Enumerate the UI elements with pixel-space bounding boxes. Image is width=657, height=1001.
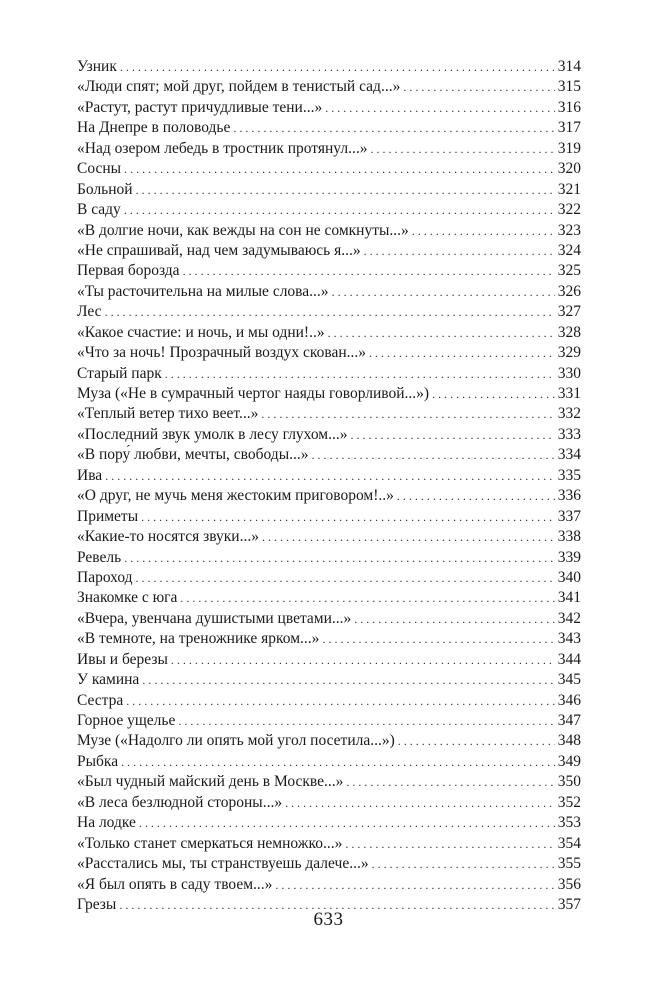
toc-entry-title: «Люди спят; мой друг, пойдем в тенистый сад...» [77, 78, 401, 96]
toc-entry [77, 343, 581, 363]
toc-entry [77, 793, 581, 813]
toc-entry [77, 241, 581, 261]
toc-dot-leader [432, 384, 555, 404]
toc-dot-leader [142, 670, 554, 690]
toc-dot-leader [105, 466, 555, 486]
toc-entry-page: 324 [557, 241, 581, 259]
toc-entry-page: 333 [557, 425, 581, 443]
toc-entry-page: 337 [557, 507, 581, 525]
toc-entry [77, 98, 581, 118]
toc-entry-page: 340 [557, 568, 581, 586]
toc-dot-leader [171, 650, 555, 670]
toc-dot-leader [322, 629, 554, 649]
toc-entry [77, 425, 581, 445]
toc-dot-leader [183, 261, 555, 281]
toc-dot-leader [345, 834, 554, 854]
toc-entry [77, 813, 581, 833]
toc-entry-page: 344 [557, 650, 581, 668]
toc-entry [77, 568, 581, 588]
toc-entry-title: «Последний звук умолк в лесу глухом...» [77, 425, 348, 443]
toc-dot-leader [233, 118, 554, 138]
toc-entry [77, 527, 581, 547]
toc-entry-title: В саду [77, 201, 121, 219]
toc-entry [77, 180, 581, 200]
toc-dot-leader [346, 772, 554, 792]
toc-dot-leader [403, 77, 554, 97]
toc-entry [77, 772, 581, 792]
toc-dot-leader [262, 527, 555, 547]
toc-entry [77, 261, 581, 281]
toc-entry [77, 445, 581, 465]
toc-entry-title: Сосны [77, 160, 122, 178]
toc-entry-title: «В леса безлюдной стороны...» [77, 793, 283, 811]
toc-entry [77, 834, 581, 854]
toc-entry-title: У камина [77, 671, 140, 689]
toc-entry-title: Ива [77, 466, 103, 484]
toc-entry-page: 345 [557, 671, 581, 689]
toc-entry-title: «Какое счастие: и ночь, и мы одни!..» [77, 323, 325, 341]
toc-dot-leader [364, 241, 555, 261]
toc-dot-leader [369, 343, 555, 363]
toc-entry-page: 338 [557, 528, 581, 546]
toc-entry-page: 334 [557, 446, 581, 464]
toc-entry-page: 315 [557, 78, 581, 96]
toc-dot-leader [124, 200, 555, 220]
toc-entry-page: 335 [557, 466, 581, 484]
toc-entry [77, 282, 581, 302]
toc-entry-page: 355 [557, 855, 581, 873]
toc-entry [77, 711, 581, 731]
toc-entry-title: Ивы и березы [77, 650, 168, 668]
toc-entry [77, 77, 581, 97]
toc-entry-title: «О друг, не мучь меня жестоким приговором!..» [77, 487, 394, 505]
toc-entry [77, 731, 581, 751]
toc-entry-page: 357 [557, 895, 581, 913]
toc-entry-title: «Не спрашивай, над чем задумываюсь я...» [77, 241, 361, 259]
toc-entry-title: Пароход [77, 568, 133, 586]
toc-entry-title: «В долгие ночи, как вежды на сон не сомкнуты...» [77, 221, 409, 239]
table-of-contents [77, 57, 581, 915]
toc-entry [77, 752, 581, 772]
toc-dot-leader [398, 731, 555, 751]
toc-entry-title: «Растут, растут причудливые тени...» [77, 98, 323, 116]
toc-entry-page: 342 [557, 609, 581, 627]
toc-entry-page: 323 [557, 221, 581, 239]
toc-entry-title: Узник [77, 58, 117, 75]
toc-entry-page: 332 [557, 405, 581, 423]
toc-entry-page: 329 [557, 344, 581, 362]
toc-entry-page: 350 [557, 773, 581, 791]
toc-entry [77, 364, 581, 384]
toc-dot-leader [397, 486, 555, 506]
toc-dot-leader [124, 159, 555, 179]
toc-entry [77, 57, 581, 77]
toc-entry-page: 331 [557, 385, 581, 402]
toc-entry [77, 200, 581, 220]
toc-dot-leader [121, 752, 555, 772]
toc-entry-page: 349 [557, 752, 581, 770]
toc-entry-title: «Расстались мы, ты странствуешь далече...» [77, 855, 369, 873]
toc-entry-title: «Ты расточительна на милые слова...» [77, 282, 329, 300]
toc-dot-leader [372, 854, 555, 874]
toc-dot-leader [325, 98, 555, 118]
toc-entry-title: Муза («Не в сумрачный чертог наяды говорливой...») [77, 385, 430, 402]
toc-dot-leader [126, 691, 554, 711]
toc-entry-page: 356 [557, 875, 581, 893]
toc-dot-leader [370, 139, 554, 159]
toc-entry [77, 875, 581, 895]
page-number: 633 [313, 909, 344, 930]
toc-entry [77, 466, 581, 486]
toc-entry-page: 317 [557, 119, 581, 137]
toc-entry-title: «В темноте, на треножнике ярком...» [77, 630, 320, 648]
toc-entry [77, 650, 581, 670]
toc-entry [77, 323, 581, 343]
toc-entry-page: 336 [557, 487, 581, 505]
toc-entry [77, 139, 581, 159]
toc-entry-title: «Что за ночь! Прозрачный воздух скован...» [77, 344, 367, 362]
toc-dot-leader [124, 548, 555, 568]
toc-entry-page: 352 [557, 793, 581, 811]
toc-dot-leader [275, 875, 554, 895]
toc-dot-leader [312, 445, 555, 465]
toc-entry-page: 343 [557, 630, 581, 648]
toc-entry-title: Старый парк [77, 364, 162, 382]
toc-entry-title: «Я был опять в саду твоем...» [77, 875, 273, 893]
toc-dot-leader [328, 323, 555, 343]
toc-entry-title: «Вчера, увенчана душистыми цветами...» [77, 609, 352, 627]
toc-entry-title: Сестра [77, 691, 124, 709]
toc-entry [77, 302, 581, 322]
toc-entry [77, 670, 581, 690]
toc-entry-title: «Был чудный майский день в Москве...» [77, 773, 344, 791]
toc-entry-page: 346 [557, 691, 581, 709]
toc-entry [77, 486, 581, 506]
toc-entry-title: «Теплый ветер тихо веет...» [77, 405, 259, 423]
toc-entry [77, 221, 581, 241]
toc-entry-page: 341 [557, 589, 581, 607]
toc-entry-title: Лес [77, 303, 102, 321]
toc-dot-leader [141, 507, 555, 527]
toc-dot-leader [285, 793, 555, 813]
toc-entry-page: 325 [557, 262, 581, 280]
toc-entry [77, 691, 581, 711]
toc-dot-leader [139, 813, 555, 833]
toc-dot-leader [261, 404, 554, 424]
toc-entry [77, 404, 581, 424]
toc-entry-title: Грезы [77, 895, 117, 913]
toc-entry-title: «В пору́ любви, мечты, свободы...» [77, 446, 309, 464]
toc-entry-title: Ревель [77, 548, 122, 566]
toc-dot-leader [136, 568, 555, 588]
toc-entry-page: 321 [557, 180, 581, 198]
toc-dot-leader [350, 425, 554, 445]
toc-entry [77, 548, 581, 568]
toc-entry [77, 854, 581, 874]
toc-entry [77, 507, 581, 527]
toc-entry-title: Приметы [77, 507, 139, 525]
toc-dot-leader [354, 609, 554, 629]
toc-entry-page: 319 [557, 139, 581, 157]
toc-entry-page: 339 [557, 548, 581, 566]
toc-entry-page: 316 [557, 98, 581, 116]
toc-entry-page: 320 [557, 160, 581, 178]
toc-dot-leader [120, 57, 555, 77]
toc-dot-leader [180, 588, 554, 608]
toc-entry-title: «Над озером лебедь в тростник протянул...» [77, 139, 368, 157]
toc-entry-page: 322 [557, 201, 581, 219]
toc-entry [77, 118, 581, 138]
toc-entry [77, 159, 581, 179]
toc-entry-page: 326 [557, 282, 581, 300]
toc-entry-title: Горное ущелье [77, 712, 176, 729]
toc-entry [77, 588, 581, 608]
toc-entry-page: 354 [557, 834, 581, 852]
toc-entry-page: 330 [557, 364, 581, 382]
toc-entry-title: «Какие-то носятся звуки...» [77, 528, 259, 546]
toc-dot-leader [332, 282, 555, 302]
toc-dot-leader [136, 180, 555, 200]
toc-dot-leader [165, 364, 555, 384]
toc-entry [77, 609, 581, 629]
toc-entry-title: На Днепре в половодье [77, 119, 231, 137]
toc-entry-page: 353 [557, 814, 581, 832]
toc-entry-page: 327 [557, 303, 581, 321]
toc-entry-title: Рыбка [77, 752, 119, 770]
toc-entry-title: «Только станет смеркаться немножко...» [77, 834, 343, 852]
toc-entry-title: На лодке [77, 814, 136, 832]
toc-entry-page: 347 [557, 712, 581, 729]
toc-entry [77, 629, 581, 649]
toc-entry-title: Музе («Надолго ли опять мой угол посетила...») [77, 732, 395, 750]
toc-entry [77, 384, 581, 404]
toc-dot-leader [178, 711, 554, 731]
toc-entry-title: Первая борозда [77, 262, 180, 280]
toc-entry-title: Знакомке с юга [77, 589, 178, 607]
toc-entry-page: 314 [557, 58, 581, 75]
toc-entry-page: 348 [557, 732, 581, 750]
toc-dot-leader [105, 302, 555, 322]
toc-entry-title: Больной [77, 180, 133, 198]
toc-dot-leader [412, 221, 555, 241]
toc-entry-page: 328 [557, 323, 581, 341]
